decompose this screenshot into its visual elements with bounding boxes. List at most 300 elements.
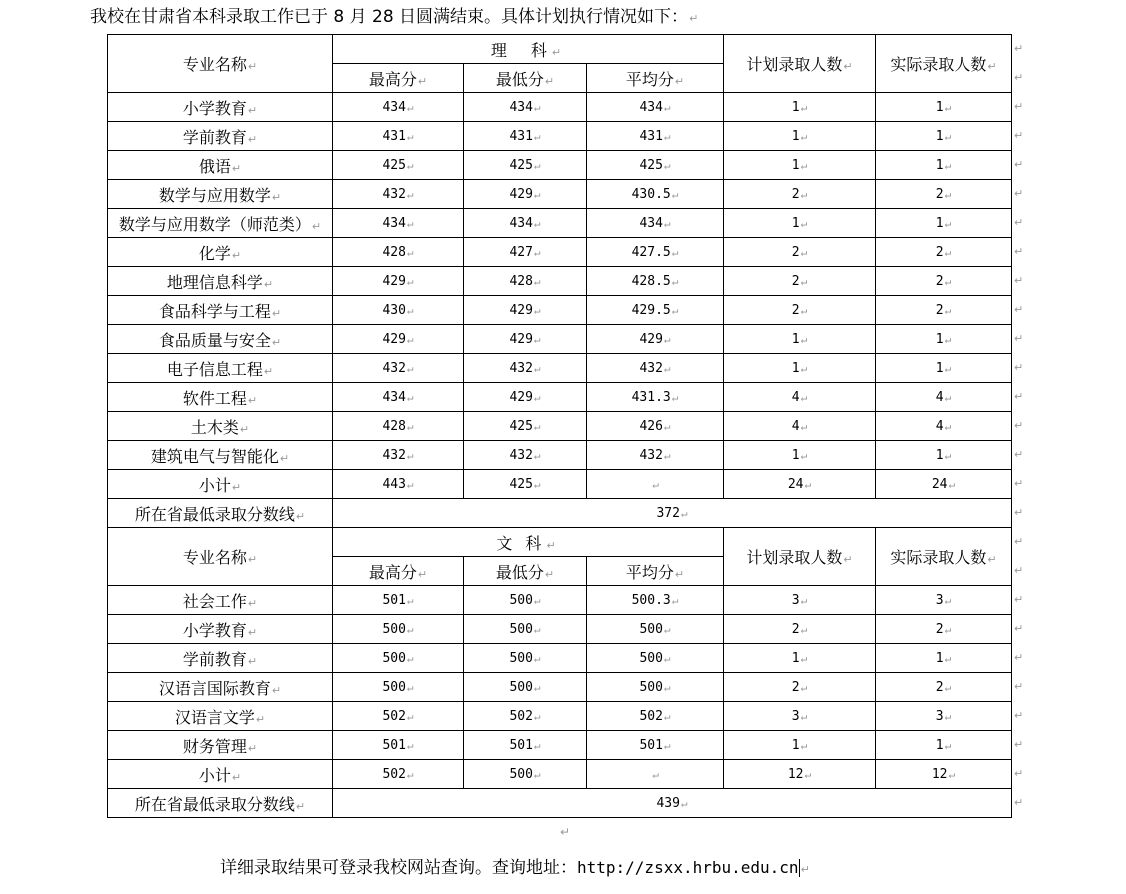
cell-end-mark-icon: ↵ <box>800 709 808 723</box>
max-cell <box>333 702 464 731</box>
cell-end-mark-icon: ↵ <box>800 651 808 665</box>
plan-cell <box>724 470 876 499</box>
table-row <box>108 354 1012 383</box>
plan-cell <box>724 731 876 760</box>
table-row <box>108 209 1012 238</box>
cell-end-mark-icon: ↵ <box>843 60 853 73</box>
major-cell <box>108 383 333 412</box>
cell-end-mark-icon: ↵ <box>663 651 671 665</box>
plan-cell <box>724 702 876 731</box>
cell-end-mark-icon: ↵ <box>406 158 414 172</box>
cell-end-mark-icon: ↵ <box>800 622 808 636</box>
min-cell <box>464 151 587 180</box>
major-cell-text: 小计 <box>198 765 231 785</box>
max-cell <box>333 238 464 267</box>
min-cell <box>464 180 587 209</box>
plan-cell <box>724 354 876 383</box>
max-cell <box>333 267 464 296</box>
min-cell-text: 500 <box>509 679 533 695</box>
actual-cell <box>876 412 1012 441</box>
avg-cell-text: 502 <box>639 708 663 724</box>
cell-end-mark-icon: ↵ <box>279 451 290 465</box>
cell-end-mark-icon: ↵ <box>800 100 808 114</box>
avg-cell-text: 500 <box>639 650 663 666</box>
min-cell <box>464 441 587 470</box>
max-cell <box>333 180 464 209</box>
table-row <box>108 325 1012 354</box>
cell-end-mark-icon: ↵ <box>247 60 258 73</box>
major-cell <box>108 644 333 673</box>
cell-end-mark-icon: ↵ <box>663 332 671 346</box>
max-cell <box>333 122 464 151</box>
actual-cell <box>876 615 1012 644</box>
row-end-mark-icon: ↵ <box>1014 535 1024 548</box>
major-cell-text: 学前教育 <box>182 127 247 147</box>
major-cell <box>108 325 333 354</box>
cell-end-mark-icon: ↵ <box>406 245 414 259</box>
max-cell <box>333 644 464 673</box>
plan-cell-text: 12 <box>787 766 804 782</box>
min-cell-text: 425 <box>509 157 533 173</box>
avg-cell-text: 500 <box>639 621 663 637</box>
cell-end-mark-icon: ↵ <box>663 419 671 433</box>
cell-end-mark-icon: ↵ <box>231 161 242 175</box>
cell-end-mark-icon: ↵ <box>417 567 428 581</box>
max-cell-text: 425 <box>382 157 406 173</box>
table-row <box>108 238 1012 267</box>
cell-end-mark-icon: ↵ <box>533 332 541 346</box>
header-max-text: 最高分 <box>368 562 417 582</box>
min-cell-text: 429 <box>509 389 533 405</box>
cell-end-mark-icon: ↵ <box>800 593 808 607</box>
table-row <box>108 180 1012 209</box>
cell-end-mark-icon: ↵ <box>533 100 541 114</box>
row-end-mark-icon: ↵ <box>1014 477 1024 490</box>
cell-end-mark-icon: ↵ <box>800 274 808 288</box>
cell-end-mark-icon: ↵ <box>231 248 242 262</box>
actual-cell-text: 1 <box>935 157 944 173</box>
max-cell <box>333 151 464 180</box>
intro-text: 我校在甘肃省本科录取工作已于 8 月 28 日圆满结束。具体计划执行情况如下： <box>90 7 689 27</box>
table-row <box>108 615 1012 644</box>
arts-subtotal-row <box>108 760 1012 789</box>
plan-cell-text: 1 <box>791 650 800 666</box>
row-end-marks <box>1014 34 1028 817</box>
avg-cell <box>587 470 724 499</box>
max-cell <box>333 209 464 238</box>
min-line-value <box>333 499 1012 528</box>
actual-cell-text: 2 <box>935 244 944 260</box>
row-end-mark-icon: ↵ <box>1014 274 1024 287</box>
major-cell-text: 汉语言文学 <box>174 707 255 727</box>
science-group-header <box>333 35 724 64</box>
max-cell <box>333 296 464 325</box>
min-cell <box>464 644 587 673</box>
header-min-text: 最低分 <box>495 562 544 582</box>
cell-end-mark-icon: ↵ <box>944 129 952 143</box>
major-cell <box>108 470 333 499</box>
cell-end-mark-icon: ↵ <box>944 216 952 230</box>
plan-cell-text: 3 <box>791 708 800 724</box>
avg-cell-text: 432 <box>639 447 663 463</box>
max-cell <box>333 731 464 760</box>
table-row <box>108 383 1012 412</box>
cell-end-mark-icon: ↵ <box>406 680 414 694</box>
avg-cell <box>587 180 724 209</box>
cell-end-mark-icon: ↵ <box>804 767 812 781</box>
cell-end-mark-icon: ↵ <box>263 364 274 378</box>
cell-end-mark-icon: ↵ <box>948 477 956 491</box>
arts-group-header <box>333 528 724 557</box>
max-cell <box>333 325 464 354</box>
major-cell <box>108 93 333 122</box>
cell-end-mark-icon: ↵ <box>533 651 541 665</box>
cell-end-mark-icon: ↵ <box>680 796 688 810</box>
max-cell <box>333 673 464 702</box>
cell-end-mark-icon: ↵ <box>406 274 414 288</box>
avg-cell <box>587 441 724 470</box>
cell-end-mark-icon: ↵ <box>247 103 258 117</box>
cell-end-mark-icon: ↵ <box>247 625 258 639</box>
header-plan <box>724 35 876 93</box>
min-cell-text: 432 <box>509 360 533 376</box>
avg-cell <box>587 644 724 673</box>
plan-cell-text: 3 <box>791 592 800 608</box>
cell-end-mark-icon: ↵ <box>533 448 541 462</box>
major-cell <box>108 267 333 296</box>
table-row <box>108 644 1012 673</box>
max-cell <box>333 93 464 122</box>
row-end-mark-icon: ↵ <box>1014 390 1024 403</box>
avg-cell-text: 428.5 <box>631 273 671 289</box>
plan-cell <box>724 412 876 441</box>
min-cell <box>464 702 587 731</box>
avg-cell <box>587 209 724 238</box>
major-cell <box>108 151 333 180</box>
table-row <box>108 702 1012 731</box>
avg-cell-text: 425 <box>639 157 663 173</box>
cell-end-mark-icon: ↵ <box>247 132 258 146</box>
cell-end-mark-icon: ↵ <box>406 448 414 462</box>
cell-end-mark-icon: ↵ <box>663 158 671 172</box>
major-cell-text: 数学与应用数学 <box>158 185 271 205</box>
avg-cell-text: 431 <box>639 128 663 144</box>
plan-cell-text: 2 <box>791 679 800 695</box>
actual-cell-text: 4 <box>935 389 944 405</box>
cell-end-mark-icon: ↵ <box>406 216 414 230</box>
actual-cell-text: 2 <box>935 679 944 695</box>
cell-end-mark-icon: ↵ <box>944 419 952 433</box>
table-row <box>108 296 1012 325</box>
min-cell <box>464 615 587 644</box>
plan-cell <box>724 180 876 209</box>
cell-end-mark-icon: ↵ <box>406 361 414 375</box>
max-cell-text: 500 <box>382 679 406 695</box>
major-cell-text: 土木类 <box>190 417 239 437</box>
admission-table-body <box>108 35 1012 818</box>
max-cell <box>333 760 464 789</box>
plan-cell <box>724 325 876 354</box>
min-line-value-text: 439 <box>656 795 680 811</box>
cell-end-mark-icon: ↵ <box>263 277 274 291</box>
avg-cell-text: 429 <box>639 331 663 347</box>
header-major-text: 专业名称 <box>182 55 247 74</box>
science-min-line-row <box>108 499 1012 528</box>
max-cell <box>333 586 464 615</box>
min-cell-text: 500 <box>509 592 533 608</box>
cell-end-mark-icon: ↵ <box>944 303 952 317</box>
min-cell <box>464 412 587 441</box>
actual-cell-text: 1 <box>935 215 944 231</box>
max-cell-text: 501 <box>382 737 406 753</box>
max-cell-text: 428 <box>382 244 406 260</box>
avg-cell <box>587 383 724 412</box>
cell-end-mark-icon: ↵ <box>295 799 306 813</box>
header-major-text: 专业名称 <box>182 548 247 567</box>
major-cell-text: 食品科学与工程 <box>158 301 271 321</box>
cell-end-mark-icon: ↵ <box>247 741 258 755</box>
cell-end-mark-icon: ↵ <box>800 129 808 143</box>
major-cell-text: 俄语 <box>198 156 231 176</box>
row-end-mark-icon: ↵ <box>1014 100 1024 113</box>
min-cell-text: 501 <box>509 737 533 753</box>
max-cell-text: 502 <box>382 708 406 724</box>
cell-end-mark-icon: ↵ <box>533 216 541 230</box>
avg-cell-text: 434 <box>639 99 663 115</box>
avg-cell-text: 431.3 <box>631 389 671 405</box>
cell-end-mark-icon: ↵ <box>671 303 679 317</box>
actual-cell <box>876 180 1012 209</box>
plan-cell <box>724 267 876 296</box>
row-end-mark-icon: ↵ <box>1014 42 1024 55</box>
row-end-mark-icon: ↵ <box>1014 680 1024 693</box>
min-cell <box>464 354 587 383</box>
max-cell-text: 434 <box>382 389 406 405</box>
avg-cell <box>587 325 724 354</box>
cell-end-mark-icon: ↵ <box>800 680 808 694</box>
row-end-mark-icon: ↵ <box>1014 796 1024 809</box>
cell-end-mark-icon: ↵ <box>800 361 808 375</box>
avg-cell <box>587 673 724 702</box>
avg-cell-text: 501 <box>639 737 663 753</box>
min-line-label <box>108 789 333 818</box>
actual-cell-text: 1 <box>935 99 944 115</box>
cell-end-mark-icon: ↵ <box>944 593 952 607</box>
cell-end-mark-icon: ↵ <box>533 593 541 607</box>
paragraph-mark-icon: ↵ <box>800 863 810 876</box>
cell-end-mark-icon: ↵ <box>406 332 414 346</box>
cell-end-mark-icon: ↵ <box>406 100 414 114</box>
max-cell-text: 432 <box>382 186 406 202</box>
cell-end-mark-icon: ↵ <box>406 303 414 317</box>
cell-end-mark-icon: ↵ <box>406 709 414 723</box>
cell-end-mark-icon: ↵ <box>406 651 414 665</box>
actual-cell-text: 2 <box>935 273 944 289</box>
actual-cell <box>876 354 1012 383</box>
cell-end-mark-icon: ↵ <box>533 187 541 201</box>
cell-end-mark-icon: ↵ <box>671 245 679 259</box>
major-cell-text: 学前教育 <box>182 649 247 669</box>
admission-table <box>107 34 1012 818</box>
major-cell <box>108 180 333 209</box>
plan-cell-text: 2 <box>791 621 800 637</box>
cell-end-mark-icon: ↵ <box>533 767 541 781</box>
actual-cell-text: 3 <box>935 592 944 608</box>
cell-end-mark-icon: ↵ <box>671 187 679 201</box>
cell-end-mark-icon: ↵ <box>944 274 952 288</box>
min-cell <box>464 325 587 354</box>
cell-end-mark-icon: ↵ <box>800 187 808 201</box>
cell-end-mark-icon: ↵ <box>800 245 808 259</box>
plan-cell-text: 2 <box>791 244 800 260</box>
table-row <box>108 267 1012 296</box>
max-cell <box>333 354 464 383</box>
min-cell-text: 502 <box>509 708 533 724</box>
major-cell-text: 社会工作 <box>182 591 247 611</box>
max-cell-text: 501 <box>382 592 406 608</box>
actual-cell-text: 24 <box>931 476 948 492</box>
row-end-mark-icon: ↵ <box>1014 187 1024 200</box>
min-cell-text: 425 <box>509 418 533 434</box>
plan-cell <box>724 296 876 325</box>
min-cell-text: 427 <box>509 244 533 260</box>
cell-end-mark-icon: ↵ <box>800 419 808 433</box>
header-actual <box>876 528 1012 586</box>
plan-cell-text: 4 <box>791 418 800 434</box>
max-cell-text: 434 <box>382 215 406 231</box>
paragraph-mark-icon: ↵ <box>560 825 571 839</box>
cell-end-mark-icon: ↵ <box>247 654 258 668</box>
row-end-mark-icon: ↵ <box>1014 245 1024 258</box>
cell-end-mark-icon: ↵ <box>255 712 266 726</box>
max-cell-text: 502 <box>382 766 406 782</box>
cell-end-mark-icon: ↵ <box>533 680 541 694</box>
cell-end-mark-icon: ↵ <box>544 74 555 88</box>
min-cell <box>464 122 587 151</box>
cell-end-mark-icon: ↵ <box>944 361 952 375</box>
avg-cell-text: 432 <box>639 360 663 376</box>
table-row <box>108 93 1012 122</box>
cell-end-mark-icon: ↵ <box>663 709 671 723</box>
plan-cell-text: 1 <box>791 157 800 173</box>
cell-end-mark-icon: ↵ <box>804 477 812 491</box>
cell-end-mark-icon: ↵ <box>406 390 414 404</box>
actual-cell <box>876 644 1012 673</box>
cell-end-mark-icon: ↵ <box>663 100 671 114</box>
avg-cell-text: 500.3 <box>631 592 671 608</box>
cell-end-mark-icon: ↵ <box>671 593 679 607</box>
row-end-mark-icon: ↵ <box>1014 767 1024 780</box>
major-cell <box>108 702 333 731</box>
max-cell <box>333 412 464 441</box>
actual-cell-text: 2 <box>935 302 944 318</box>
header-min <box>464 557 587 586</box>
plan-cell <box>724 586 876 615</box>
header-min-text: 最低分 <box>495 69 544 89</box>
max-cell-text: 500 <box>382 621 406 637</box>
cell-end-mark-icon: ↵ <box>674 567 685 581</box>
major-cell-text: 电子信息工程 <box>166 359 263 379</box>
avg-cell <box>587 412 724 441</box>
row-end-mark-icon: ↵ <box>1014 622 1024 635</box>
row-end-mark-icon: ↵ <box>1014 332 1024 345</box>
science-header-row <box>108 35 1012 64</box>
cell-end-mark-icon: ↵ <box>944 622 952 636</box>
major-cell-text: 小计 <box>198 475 231 495</box>
row-end-mark-icon: ↵ <box>1014 448 1024 461</box>
min-cell <box>464 586 587 615</box>
min-line-value-text: 372 <box>656 505 680 521</box>
actual-cell <box>876 383 1012 412</box>
actual-cell <box>876 760 1012 789</box>
min-cell-text: 425 <box>509 476 533 492</box>
avg-cell <box>587 267 724 296</box>
actual-cell <box>876 441 1012 470</box>
min-cell-text: 434 <box>509 99 533 115</box>
major-cell <box>108 673 333 702</box>
plan-cell-text: 1 <box>791 447 800 463</box>
avg-cell <box>587 151 724 180</box>
cell-end-mark-icon: ↵ <box>247 393 258 407</box>
cell-end-mark-icon: ↵ <box>533 274 541 288</box>
major-cell <box>108 615 333 644</box>
plan-cell <box>724 209 876 238</box>
avg-cell <box>587 615 724 644</box>
row-end-mark-icon: ↵ <box>1014 129 1024 142</box>
cell-end-mark-icon: ↵ <box>271 306 282 320</box>
cell-end-mark-icon: ↵ <box>406 419 414 433</box>
cell-end-mark-icon: ↵ <box>944 187 952 201</box>
row-end-mark-icon: ↵ <box>1014 506 1024 519</box>
major-cell <box>108 122 333 151</box>
max-cell-text: 429 <box>382 273 406 289</box>
footer-url[interactable]: http://zsxx.hrbu.edu.cn <box>577 858 799 877</box>
cell-end-mark-icon: ↵ <box>533 477 541 491</box>
cell-end-mark-icon: ↵ <box>663 738 671 752</box>
cell-end-mark-icon: ↵ <box>406 187 414 201</box>
cell-end-mark-icon: ↵ <box>944 738 952 752</box>
plan-cell <box>724 673 876 702</box>
header-major <box>108 35 333 93</box>
row-end-mark-icon: ↵ <box>1014 216 1024 229</box>
table-row <box>108 122 1012 151</box>
cell-end-mark-icon: ↵ <box>417 74 428 88</box>
avg-cell <box>587 586 724 615</box>
cell-end-mark-icon: ↵ <box>944 680 952 694</box>
major-cell <box>108 354 333 383</box>
row-end-mark-icon: ↵ <box>1014 564 1024 577</box>
cell-end-mark-icon: ↵ <box>944 332 952 346</box>
table-row <box>108 151 1012 180</box>
actual-cell-text: 3 <box>935 708 944 724</box>
avg-cell-text: 426 <box>639 418 663 434</box>
table-row <box>108 673 1012 702</box>
cell-end-mark-icon: ↵ <box>944 709 952 723</box>
actual-cell-text: 1 <box>935 737 944 753</box>
row-end-mark-icon: ↵ <box>1014 419 1024 432</box>
cell-end-mark-icon: ↵ <box>271 683 282 697</box>
plan-cell-text: 1 <box>791 215 800 231</box>
min-cell <box>464 238 587 267</box>
major-cell <box>108 238 333 267</box>
cell-end-mark-icon: ↵ <box>671 390 679 404</box>
cell-end-mark-icon: ↵ <box>271 335 282 349</box>
min-line-value <box>333 789 1012 818</box>
max-cell-text: 431 <box>382 128 406 144</box>
cell-end-mark-icon: ↵ <box>406 622 414 636</box>
footer-text: 详细录取结果可登录我校网站查询。查询地址： <box>220 858 577 878</box>
plan-cell <box>724 238 876 267</box>
